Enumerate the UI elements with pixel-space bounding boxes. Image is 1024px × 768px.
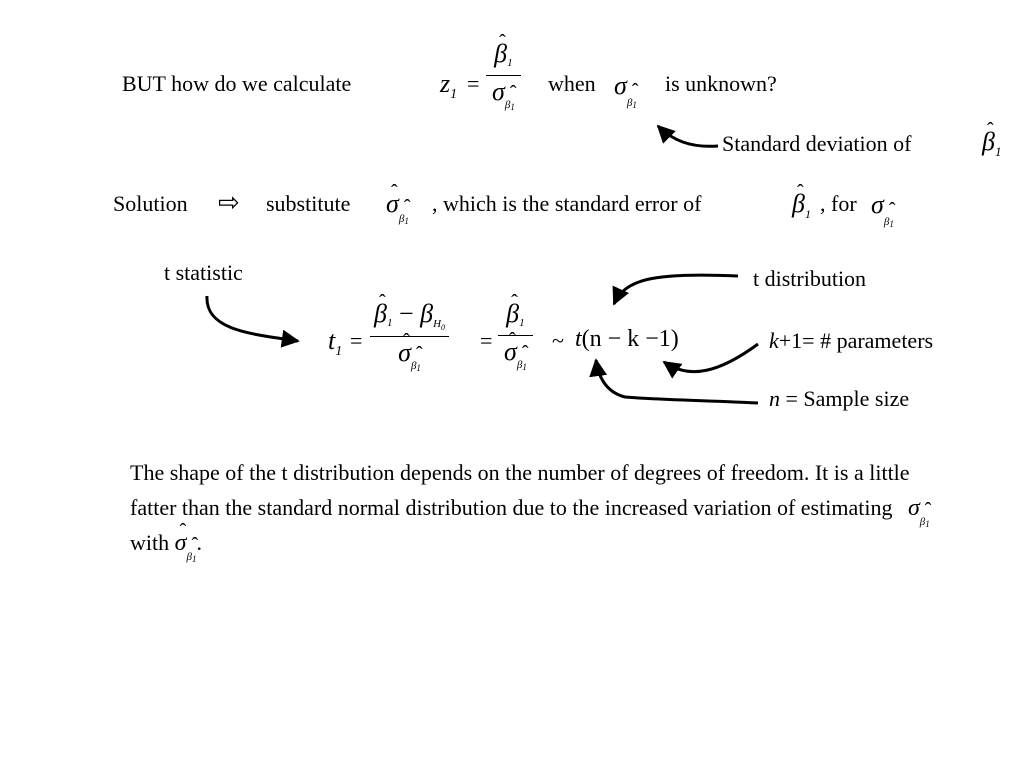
z-subscript: 1 (450, 87, 458, 102)
question-prefix: BUT how do we calculate (122, 71, 352, 96)
t-distribution-label: t distribution (753, 266, 867, 291)
z-symbol (440, 70, 457, 103)
sigma-subscript-one: 1 (191, 553, 197, 564)
beta-subscript: 1 (386, 317, 393, 329)
sigma-subscript-beta-hat: ˆ β (399, 205, 404, 233)
t-distribution-expression (575, 325, 679, 353)
fraction-bar (486, 75, 521, 76)
sigma-subscript-one: 1 (632, 100, 637, 110)
sample-size-text: = Sample size (785, 386, 910, 411)
arrow-sample-size (596, 360, 758, 403)
beta-subscript: 1 (804, 207, 811, 221)
beta1-hat-solution (792, 190, 811, 222)
sigma-hat: ˆ σ (386, 190, 399, 218)
sigma-hat: ˆ σ (398, 339, 411, 367)
sigma-subscript-beta-hat: ˆ β (627, 89, 632, 117)
question-when: when (548, 71, 596, 96)
beta-subscript: 1 (994, 144, 1002, 159)
parameters-text: +1= # parameters (778, 328, 934, 353)
t-fraction-1-denominator (370, 339, 449, 372)
tilde-sign: ~ (552, 328, 564, 353)
t-subscript: 1 (335, 344, 343, 359)
sigma-subscript-one: 1 (522, 362, 527, 372)
sigma: σ (492, 77, 505, 106)
sigma-subscript-beta-hat: ˆ β (920, 508, 925, 536)
solution-for: , for (820, 191, 857, 216)
explanation-paragraph (130, 456, 930, 564)
sample-size-label (769, 386, 909, 412)
h-subscript-zero: 0 (441, 323, 446, 332)
h-subscript: H (433, 318, 442, 330)
explanation-end: . (196, 529, 202, 555)
z-fraction-denominator (486, 78, 521, 111)
explanation-text: The shape of the t distribution depends on the number of degrees of freedom. It is a little fatter than the standard normal distribution due to the increased variation of estimating (130, 460, 910, 520)
t1-symbol (328, 327, 342, 360)
sigma-hat: ˆ σ (175, 529, 187, 557)
sigma-subscript-one: 1 (404, 216, 409, 226)
implies-arrow-icon: ⇨ (218, 188, 240, 218)
sigma-subscript-beta-hat: ˆ β (186, 543, 191, 571)
sigma-subscript-beta-hat: ˆ β (884, 208, 889, 236)
arrow-std-dev (658, 126, 718, 146)
beta-subscript: 1 (507, 57, 513, 69)
n-symbol: n (769, 386, 780, 411)
z-fraction (486, 40, 521, 111)
beta-hat: ˆ β (506, 300, 519, 328)
arrow-t-distribution (614, 275, 738, 304)
explanation-with: with (130, 529, 170, 555)
t-letter: t (328, 326, 336, 355)
solution-label: Solution (113, 191, 188, 216)
t-fraction-2-denominator (498, 338, 533, 371)
beta-hat: ˆ β (374, 300, 387, 328)
sigma-subscript-beta-hat: ˆ β (411, 352, 416, 380)
beta-hat: ˆ β (982, 128, 995, 156)
solution-middle: , which is the standard error of (432, 191, 702, 216)
beta-hat: ˆ β (792, 190, 805, 218)
sigma-subscript-one: 1 (416, 363, 421, 373)
sigma-subscript-beta-hat: ˆ β (505, 91, 510, 119)
equals-sign-2: = (350, 328, 363, 353)
sigma-subscript-one: 1 (510, 102, 515, 112)
sigma: σ (871, 190, 884, 219)
sigma-beta1-unknown (614, 71, 637, 110)
sigma: σ (907, 494, 920, 521)
t-letter: t (575, 326, 582, 352)
t-statistic-label: t statistic (164, 260, 243, 285)
minus-sign: − (398, 299, 414, 328)
z-letter: z (440, 69, 451, 98)
equals-sign-1: = (467, 71, 480, 96)
sigma-hat: ˆ σ (504, 338, 517, 366)
beta: β (420, 299, 434, 328)
sigma-subscript-one: 1 (889, 219, 894, 229)
parameters-label (769, 328, 933, 354)
sigma: σ (614, 71, 627, 100)
equals-sign-3: = (480, 328, 493, 353)
beta1-hat-note (982, 128, 1001, 160)
t-arguments: (n − k −1) (581, 326, 679, 352)
sigma-subscript-one: 1 (925, 518, 930, 529)
beta-subscript: 1 (519, 317, 525, 329)
t-fraction-2 (498, 300, 533, 371)
arrow-t-statistic (207, 296, 298, 341)
question-suffix: is unknown? (665, 71, 777, 96)
k-symbol: k (769, 328, 779, 353)
t-fraction-1 (370, 300, 449, 372)
sigma-beta1-solution (871, 190, 894, 229)
solution-substitute: substitute (266, 191, 351, 216)
z-fraction-numerator (486, 40, 521, 73)
beta-hat: ˆ β (494, 40, 507, 68)
sigma-hat-beta1 (386, 189, 409, 226)
std-dev-note: Standard deviation of (722, 131, 912, 156)
sigma-subscript-beta-hat: ˆ β (517, 351, 522, 379)
